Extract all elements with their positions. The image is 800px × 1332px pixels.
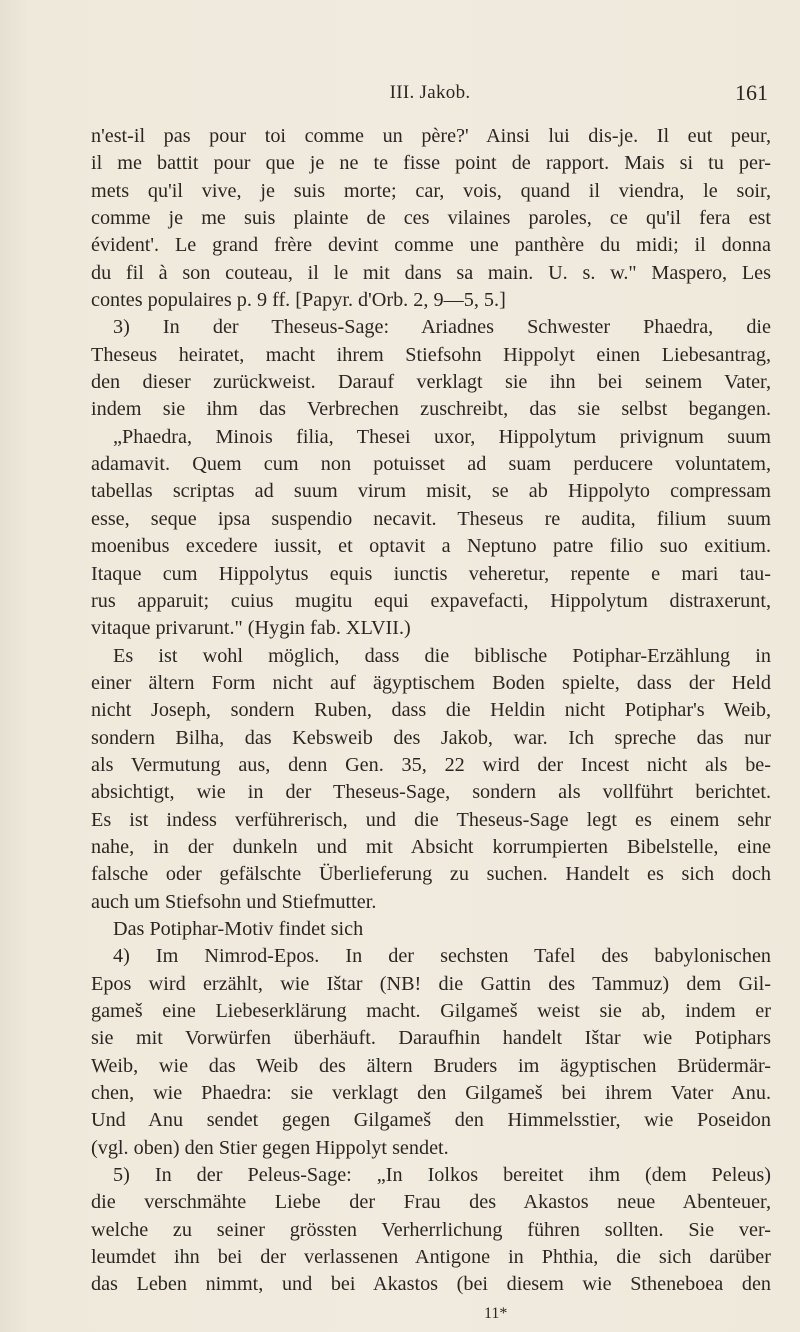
text-line: mets qu'il vive, je suis morte; car, vois, quand il viendra, le soir, — [91, 179, 771, 202]
text-line: chen, wie Phaedra: sie verklagt den Gilgameš bei ihrem Vater Anu. — [91, 1082, 771, 1105]
body-text — [91, 123, 771, 1299]
text-line: évident'. Le grand frère devint comme une panthère du midi; il donna — [91, 234, 771, 257]
text-line: nahe, in der dunkeln und mit Absicht korrumpierten Bibelstelle, eine — [91, 835, 771, 858]
text-line: (vgl. oben) den Stier gegen Hippolyt sendet. — [91, 1136, 449, 1159]
text-line: 4) Im Nimrod-Epos. In der sechsten Tafel des babylonischen — [113, 945, 771, 968]
text-line: contes populaires p. 9 ff. [Papyr. d'Orb. 2, 9—5, 5.] — [91, 289, 506, 312]
text-line: esse, seque ipsa suspendio necavit. Theseus re audita, filium suum — [91, 507, 771, 530]
text-line: n'est-il pas pour toi comme un père?' Ainsi lui dis-je. Il eut peur, — [91, 125, 771, 147]
text-line: falsche oder gefälschte Überlieferung zu suchen. Handelt es sich doch — [91, 863, 771, 886]
signature-mark: 11* — [484, 1305, 508, 1322]
text-line: comme je me suis plainte de ces vilaines paroles, ce qu'il fera est — [91, 207, 771, 230]
text-line: moenibus excedere iussit, et optavit a Neptuno patre filio suo exitium. — [91, 535, 771, 558]
text-line: das Leben nimmt, und bei Akastos (bei diesem wie Stheneboea den — [91, 1273, 771, 1296]
text-line: sondern Bilha, das Kebsweib des Jakob, war. Ich spreche das nur — [91, 726, 771, 749]
text-line: 5) In der Peleus-Sage: „In Iolkos bereitet ihm (dem Peleus) — [113, 1164, 771, 1187]
text-line: Es ist wohl möglich, dass die biblische Potiphar-Erzählung in — [113, 644, 771, 667]
text-line: Weib, wie das Weib des ältern Bruders im ägyptischen Brüdermär- — [91, 1054, 771, 1077]
text-line: nicht Joseph, sondern Ruben, dass die Heldin nicht Potiphar's Weib, — [91, 699, 771, 722]
text-line: sie mit Vorwürfen überhäuft. Daraufhin handelt Ištar wie Potiphars — [91, 1027, 771, 1050]
text-line: den dieser zurückweist. Darauf verklagt sie ihn bei seinem Vater, — [91, 371, 771, 394]
text-line: auch um Stiefsohn und Stiefmutter. — [91, 890, 377, 913]
page-number: 161 — [735, 80, 768, 105]
text-line: vitaque privarunt." (Hygin fab. XLVII.) — [91, 617, 411, 640]
text-line: leumdet ihn bei der verlassenen Antigone in Phthia, die sich darüber — [91, 1246, 771, 1269]
text-line: adamavit. Quem cum non potuisset ad suam perducere voluntatem, — [91, 453, 771, 476]
text-line: tabellas scriptas ad suum virum misit, se ab Hippolyto compressam — [91, 480, 771, 503]
text-line: einer ältern Form nicht auf ägyptischem Boden spielte, dass der Held — [91, 671, 771, 694]
text-line: „Phaedra, Minois filia, Thesei uxor, Hippolytum privignum suum — [113, 425, 771, 448]
text-line: du fil à son couteau, il le mit dans sa main. U. s. w." Maspero, Les — [91, 261, 771, 284]
text-line: absichtigt, wie in der Theseus-Sage, sondern als vollführt berichtet. — [91, 781, 771, 804]
running-title: III. Jakob. — [389, 82, 471, 103]
text-line: Theseus heiratet, macht ihrem Stiefsohn Hippolyt einen Liebesantrag, — [91, 343, 771, 366]
text-line: als Vermutung aus, denn Gen. 35, 22 wird der Incest nicht als be- — [91, 753, 771, 776]
text-line: Und Anu sendet gegen Gilgameš den Himmelsstier, wie Poseidon — [91, 1109, 771, 1132]
text-line: rus apparuit; cuius mugitu equi expavefacti, Hippolytum distraxerunt, — [91, 589, 771, 612]
text-line: Epos wird erzählt, wie Ištar (NB! die Gattin des Tammuz) dem Gil- — [91, 972, 771, 995]
text-line: il me battit pour que je ne te fisse point de rapport. Mais si tu per- — [91, 152, 771, 175]
text-line: gameš eine Liebeserklärung macht. Gilgameš weist sie ab, indem er — [91, 1000, 771, 1022]
text-line: die verschmähte Liebe der Frau des Akastos neue Abenteuer, — [91, 1191, 771, 1214]
text-line: Es ist indess verführerisch, und die Theseus-Sage legt es einem sehr — [91, 808, 771, 831]
text-line: indem sie ihm das Verbrechen zuschreibt, das sie selbst begangen. — [91, 398, 771, 421]
text-line: Das Potiphar-Motiv findet sich — [113, 917, 364, 940]
page-header — [92, 82, 768, 112]
text-line: Itaque cum Hippolytus equis iunctis veheretur, repente e mari tau- — [91, 562, 771, 585]
text-line: 3) In der Theseus-Sage: Ariadnes Schwester Phaedra, die — [113, 316, 771, 339]
text-line: welche zu seiner grössten Verherrlichung führen sollten. Sie ver- — [91, 1218, 771, 1241]
